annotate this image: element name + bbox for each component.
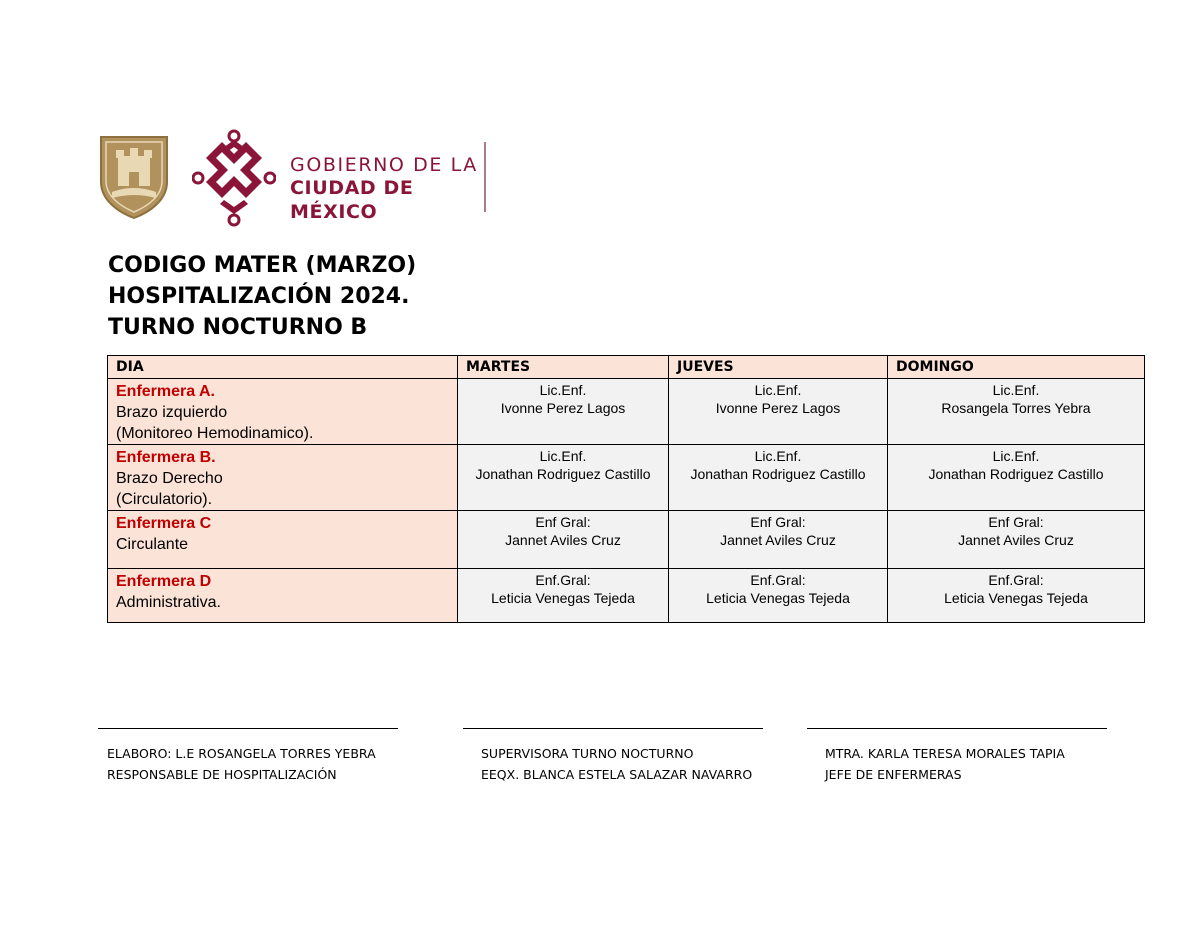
schedule-cell <box>458 569 669 623</box>
cell-title: Enf Gral: <box>750 514 806 530</box>
cell-name: Jonathan Rodriguez Castillo <box>475 466 651 482</box>
role-desc-1: Brazo Derecho <box>116 470 223 487</box>
role-cell <box>108 379 458 445</box>
schedule-cell <box>669 511 888 569</box>
cell-name: Leticia Venegas Tejeda <box>491 590 635 606</box>
cell-name: Jonathan Rodriguez Castillo <box>690 466 866 482</box>
role-name: Enfermera A. <box>116 383 215 400</box>
schedule-cell <box>669 569 888 623</box>
header-jueves: JUEVES <box>669 356 888 379</box>
role-cell <box>108 569 458 623</box>
signature-block-jefe <box>807 728 1107 785</box>
cell-name: Leticia Venegas Tejeda <box>706 590 850 606</box>
cell-title: Lic.Enf. <box>539 448 587 464</box>
cell-name: Rosangela Torres Yebra <box>941 400 1091 416</box>
gov-line1: GOBIERNO DE LA <box>290 154 478 176</box>
title-line-3: TURNO NOCTURNO B <box>108 315 368 340</box>
coat-of-arms-icon <box>98 134 170 220</box>
signature-block-supervisora <box>463 728 763 785</box>
table-row <box>108 511 1145 569</box>
title-line-2: HOSPITALIZACIÓN 2024. <box>108 284 410 309</box>
cell-title: Enf Gral: <box>535 514 591 530</box>
signature-line-1: ELABORO: L.E ROSANGELA TORRES YEBRA <box>107 746 376 761</box>
role-desc-1: Administrativa. <box>116 594 221 611</box>
table-header-row <box>108 356 1145 379</box>
cell-name: Jannet Aviles Cruz <box>505 532 621 548</box>
document-titles <box>108 250 416 343</box>
signature-line-2: JEFE DE ENFERMERAS <box>825 767 962 782</box>
schedule-cell <box>888 445 1145 511</box>
cdmx-emblem-icon <box>192 128 276 228</box>
role-desc-1: Circulante <box>116 536 189 553</box>
table-row <box>108 569 1145 623</box>
cell-title: Lic.Enf. <box>754 382 802 398</box>
signature-line-1: MTRA. KARLA TERESA MORALES TAPIA <box>825 746 1065 761</box>
government-wordmark <box>290 154 498 224</box>
cell-name: Jonathan Rodriguez Castillo <box>928 466 1104 482</box>
cell-title: Lic.Enf. <box>992 382 1040 398</box>
cell-name: Ivonne Perez Lagos <box>715 400 841 416</box>
cell-title: Lic.Enf. <box>539 382 587 398</box>
signature-line <box>98 728 398 729</box>
role-desc-2: (Circulatorio). <box>116 491 213 508</box>
cell-name: Jannet Aviles Cruz <box>720 532 836 548</box>
role-name: Enfermera B. <box>116 449 216 466</box>
signature-line-1: SUPERVISORA TURNO NOCTURNO <box>481 746 694 761</box>
title-line-1: CODIGO MATER (MARZO) <box>108 253 417 278</box>
signature-line-2: RESPONSABLE DE HOSPITALIZACIÓN <box>107 767 337 782</box>
schedule-cell <box>458 379 669 445</box>
cell-name: Ivonne Perez Lagos <box>500 400 626 416</box>
gov-line2: CIUDAD DE MÉXICO <box>290 177 414 223</box>
signature-line <box>463 728 763 729</box>
signature-line-2: EEQX. BLANCA ESTELA SALAZAR NAVARRO <box>481 767 753 782</box>
header-dia: DIA <box>108 356 458 379</box>
role-cell <box>108 445 458 511</box>
role-name: Enfermera C <box>116 515 212 532</box>
table-row <box>108 379 1145 445</box>
schedule-cell <box>669 445 888 511</box>
cell-title: Enf.Gral: <box>535 572 591 588</box>
role-desc-2: (Monitoreo Hemodinamico). <box>116 425 314 442</box>
header-divider <box>484 142 486 212</box>
role-desc-1: Brazo izquierdo <box>116 404 228 421</box>
schedule-cell <box>888 569 1145 623</box>
cell-name: Jannet Aviles Cruz <box>958 532 1074 548</box>
cell-title: Enf Gral: <box>988 514 1044 530</box>
header-domingo: DOMINGO <box>888 356 1145 379</box>
schedule-cell <box>458 445 669 511</box>
schedule-cell <box>888 379 1145 445</box>
cell-title: Enf.Gral: <box>750 572 806 588</box>
signature-block-elaboro <box>98 728 398 785</box>
cell-name: Leticia Venegas Tejeda <box>944 590 1088 606</box>
cell-title: Lic.Enf. <box>754 448 802 464</box>
signature-line <box>807 728 1107 729</box>
role-cell <box>108 511 458 569</box>
schedule-cell <box>669 379 888 445</box>
cell-title: Enf.Gral: <box>988 572 1044 588</box>
role-name: Enfermera D <box>116 573 212 590</box>
header-martes: MARTES <box>458 356 669 379</box>
schedule-cell <box>888 511 1145 569</box>
schedule-table <box>107 355 1145 623</box>
table-row <box>108 445 1145 511</box>
schedule-cell <box>458 511 669 569</box>
cell-title: Lic.Enf. <box>992 448 1040 464</box>
header-logos <box>98 128 498 228</box>
